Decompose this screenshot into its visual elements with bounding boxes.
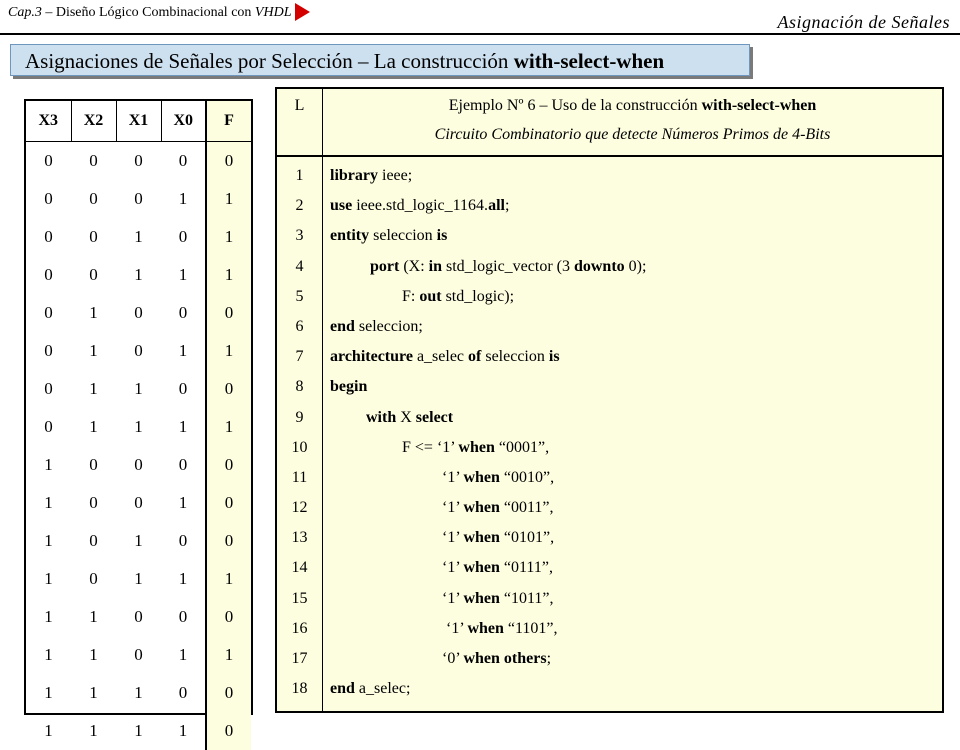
truth-table-cell-f: 0 [206, 598, 251, 636]
truth-table-cell-x0: 0 [178, 455, 188, 474]
code-text: ; [504, 197, 510, 215]
section-title: Asignación de Señales [777, 12, 950, 32]
truth-table-row [26, 180, 251, 218]
line-number: 12 [291, 499, 308, 517]
truth-table-cell-x0: 1 [178, 569, 188, 588]
truth-table-cell-f: 0 [206, 446, 251, 484]
code-keyword: with [366, 408, 397, 426]
code-text: seleccion [481, 348, 549, 366]
example-subtitle: Circuito Combinatorio que detecte Números Primos de 4-Bits [434, 126, 831, 143]
truth-table-cell-f: 1 [206, 636, 251, 674]
code-text: ; [546, 650, 552, 667]
slide-title-banner [10, 44, 750, 76]
truth-table-header-f: F [206, 101, 251, 142]
truth-table-cell-x1: 0 [134, 189, 143, 208]
code-keyword: is [548, 348, 560, 366]
code-keyword: select [415, 408, 454, 426]
code-lines [330, 161, 940, 704]
truth-table-cell-x3: 1 [44, 569, 53, 588]
truth-table-cell-x3: 1 [44, 493, 53, 512]
code-line [330, 221, 940, 251]
code-line [330, 523, 940, 553]
truth-table-cell-x3: 0 [44, 341, 53, 360]
truth-table-row [26, 674, 251, 712]
code-keyword: when [463, 589, 500, 607]
truth-table-row [26, 446, 251, 484]
code-line [330, 161, 940, 191]
code-text: ‘1’ [442, 589, 464, 607]
line-number: 18 [291, 680, 308, 698]
truth-table-cell-x3: 1 [44, 721, 53, 740]
chapter-prefix: Cap.3 [8, 5, 42, 20]
line-number: 7 [295, 348, 304, 366]
truth-table-cell-f: 1 [206, 218, 251, 256]
truth-table-cell-x0: 0 [178, 151, 188, 170]
truth-table-cell-x0: 1 [178, 645, 188, 664]
code-text: “1101”, [503, 619, 558, 637]
truth-table-cell-x2: 0 [89, 493, 98, 512]
truth-table-cell-x3: 1 [44, 455, 53, 474]
truth-table-cell-x2: 1 [89, 303, 98, 322]
line-numbers [277, 161, 322, 704]
truth-table-cell-x3: 0 [44, 379, 53, 398]
truth-table-header-row [26, 101, 251, 142]
truth-table-cell-x1: 0 [134, 341, 143, 360]
code-line [330, 282, 940, 312]
slide-title-text: Asignaciones de Señales por Selección – La construcción [25, 49, 514, 73]
truth-table-row [26, 332, 251, 370]
code-text: ‘1’ [442, 529, 464, 547]
line-number: 9 [295, 408, 304, 426]
code-keyword: end [330, 317, 355, 335]
code-text: “0011”, [499, 499, 554, 517]
truth-table-cell-x2: 0 [89, 189, 98, 208]
code-keyword: use [330, 197, 353, 215]
line-number: 3 [295, 227, 304, 245]
code-text: (X: [399, 257, 429, 275]
truth-table-row [26, 256, 251, 294]
truth-table-cell-f: 0 [206, 370, 251, 408]
truth-table-cell-x0: 0 [178, 683, 188, 702]
code-keyword: entity [330, 227, 370, 245]
truth-table-cell-x1: 0 [134, 151, 143, 170]
truth-table-cell-f: 1 [206, 560, 251, 598]
truth-table-cell-x2: 0 [89, 455, 98, 474]
code-text: “0111”, [499, 559, 553, 577]
code-keyword: when others [463, 650, 547, 667]
line-number: 16 [291, 619, 308, 637]
truth-table [24, 99, 253, 740]
code-text: “0001”, [494, 438, 550, 456]
code-text: ‘1’ [442, 499, 464, 517]
truth-table-cell-f: 0 [206, 522, 251, 560]
truth-table-cell-x0: 0 [178, 607, 188, 626]
code-keyword: when [458, 438, 495, 456]
truth-table-header-x1: X1 [116, 101, 161, 142]
code-line [330, 342, 940, 372]
line-column-label: L [294, 97, 305, 114]
code-keyword: port [370, 257, 400, 275]
code-text: “0101”, [499, 529, 555, 547]
truth-table-row [26, 218, 251, 256]
code-line [330, 252, 940, 282]
line-number: 10 [291, 438, 308, 456]
truth-table-cell-f: 1 [206, 408, 251, 446]
truth-table-header-x3: X3 [26, 101, 71, 142]
code-keyword: of [468, 348, 482, 366]
code-keyword: out [419, 287, 442, 305]
code-keyword: begin [330, 378, 368, 396]
truth-table-cell-x0: 1 [178, 189, 188, 208]
truth-table-cell-x1: 1 [134, 683, 143, 702]
truth-table-row [26, 712, 251, 750]
code-text: ieee; [378, 167, 413, 184]
code-text: “1011”, [499, 589, 554, 607]
line-number: 8 [295, 378, 304, 396]
chapter-title: – Diseño Lógico Combinacional con [41, 5, 255, 20]
truth-table-cell-x0: 1 [178, 721, 188, 740]
truth-table-cell-x2: 1 [89, 721, 98, 740]
code-line [330, 584, 940, 614]
code-text: F: [402, 287, 420, 305]
truth-table-cell-x3: 1 [44, 531, 53, 550]
truth-table-cell-x3: 1 [44, 645, 53, 664]
code-text: std_logic_vector (3 [442, 257, 574, 275]
code-text: ‘1’ [442, 468, 464, 486]
truth-table-cell-x1: 0 [134, 455, 143, 474]
example-title [323, 97, 942, 115]
code-text: a_selec [412, 348, 469, 366]
truth-table-cell-x2: 0 [89, 569, 98, 588]
truth-table-row [26, 484, 251, 522]
truth-table-cell-x1: 0 [134, 645, 143, 664]
truth-table-row [26, 408, 251, 446]
code-keyword: end [330, 680, 355, 698]
code-text: X [396, 408, 416, 426]
code-text: ‘1’ [446, 619, 468, 637]
truth-table-cell-x1: 1 [134, 227, 143, 246]
truth-table-cell-x0: 1 [178, 341, 188, 360]
truth-table-cell-x2: 1 [89, 645, 98, 664]
code-line [330, 433, 940, 463]
truth-table-cell-x0: 1 [178, 265, 188, 284]
truth-table-cell-x2: 1 [89, 607, 98, 626]
code-line [330, 674, 940, 704]
truth-table-cell-f: 0 [206, 294, 251, 332]
code-panel-header [277, 89, 942, 157]
chapter-language: VHDL [254, 5, 292, 20]
code-keyword: when [463, 529, 500, 547]
code-line [330, 614, 940, 644]
code-line [330, 372, 940, 402]
truth-table-cell-x2: 0 [89, 151, 98, 170]
code-text: ieee.std_logic_1164. [352, 197, 489, 215]
vhdl-code-panel [275, 87, 944, 713]
truth-table-cell-x1: 1 [134, 531, 143, 550]
truth-table-cell-x0: 0 [178, 227, 188, 246]
truth-table-cell-x0: 1 [178, 417, 188, 436]
code-keyword: library [330, 167, 378, 184]
truth-table-cell-f: 1 [206, 180, 251, 218]
truth-table-cell-x1: 0 [134, 303, 143, 322]
truth-table-cell-x0: 0 [178, 303, 188, 322]
code-keyword: when [463, 559, 500, 577]
line-number: 1 [295, 167, 304, 184]
code-text: std_logic); [441, 287, 515, 305]
code-line [330, 312, 940, 342]
truth-table-cell-f: 1 [206, 256, 251, 294]
truth-table-cell-f: 1 [206, 332, 251, 370]
truth-table-cell-x1: 1 [134, 265, 143, 284]
truth-table-cell-x2: 1 [89, 341, 98, 360]
truth-table-header-x0: X0 [161, 101, 206, 142]
code-text: seleccion [369, 227, 437, 245]
code-text: ‘0’ [442, 650, 464, 667]
line-number: 11 [291, 468, 308, 486]
code-keyword: downto [573, 257, 625, 275]
truth-table-cell-x2: 1 [89, 417, 98, 436]
truth-table-row [26, 370, 251, 408]
truth-table-cell-x3: 0 [44, 189, 53, 208]
truth-table-cell-x3: 0 [44, 151, 53, 170]
truth-table-cell-x3: 0 [44, 265, 53, 284]
truth-table-cell-x3: 0 [44, 227, 53, 246]
code-text: F <= ‘1’ [402, 438, 459, 456]
example-title-text: Ejemplo Nº 6 – Uso de la construcción [448, 97, 702, 114]
truth-table-cell-x1: 1 [134, 379, 143, 398]
code-keyword: when [463, 499, 500, 517]
truth-table-cell-x0: 1 [178, 493, 188, 512]
truth-table-cell-x2: 1 [89, 683, 98, 702]
code-keyword: all [488, 197, 505, 215]
line-number: 13 [291, 529, 308, 547]
code-keyword: in [428, 257, 442, 275]
truth-table-cell-x1: 1 [134, 417, 143, 436]
line-number: 15 [291, 589, 308, 607]
chapter-header [8, 3, 310, 21]
truth-table-cell-f: 0 [206, 712, 251, 750]
line-number: 17 [291, 650, 308, 667]
code-line [330, 553, 940, 583]
truth-table-cell-x1: 0 [134, 493, 143, 512]
truth-table-cell-x2: 0 [89, 227, 98, 246]
code-line [330, 493, 940, 523]
truth-table-row [26, 560, 251, 598]
code-text: a_selec; [354, 680, 411, 698]
code-line [330, 463, 940, 493]
truth-table-cell-f: 0 [206, 142, 251, 181]
line-number: 6 [295, 317, 304, 335]
truth-table-cell-x2: 0 [89, 265, 98, 284]
truth-table-row [26, 522, 251, 560]
line-number: 2 [295, 197, 304, 215]
truth-table-row [26, 294, 251, 332]
header-divider [0, 33, 960, 35]
example-title-keyword: with-select-when [701, 97, 817, 114]
code-line [330, 191, 940, 221]
code-keyword: is [436, 227, 448, 245]
truth-table-cell-x3: 1 [44, 683, 53, 702]
truth-table-cell-x1: 1 [134, 569, 143, 588]
truth-table-cell-x0: 0 [178, 379, 188, 398]
code-keyword: when [463, 468, 500, 486]
code-line [330, 403, 940, 433]
truth-table-cell-x0: 0 [178, 531, 188, 550]
next-arrow-icon[interactable] [295, 3, 310, 21]
truth-table-cell-x3: 0 [44, 417, 53, 436]
slide-title-keyword: with-select-when [513, 49, 665, 73]
code-text: 0); [624, 257, 647, 275]
code-text: “0010”, [499, 468, 555, 486]
line-number: 5 [295, 287, 304, 305]
code-text: ‘1’ [442, 559, 464, 577]
truth-table-cell-x1: 0 [134, 607, 143, 626]
line-number: 4 [295, 257, 304, 275]
truth-table-row [26, 636, 251, 674]
line-number: 14 [291, 559, 308, 577]
code-keyword: when [467, 619, 504, 637]
code-keyword: architecture [330, 348, 413, 366]
truth-table-row [26, 598, 251, 636]
truth-table-header-x2: X2 [71, 101, 116, 142]
truth-table-cell-x2: 1 [89, 379, 98, 398]
truth-table-cell-f: 0 [206, 484, 251, 522]
truth-table-cell-x1: 1 [134, 721, 143, 740]
code-line [330, 644, 940, 674]
code-text: seleccion; [354, 317, 423, 335]
truth-table-cell-x3: 1 [44, 607, 53, 626]
truth-table-row [26, 142, 251, 181]
truth-table-cell-f: 0 [206, 674, 251, 712]
truth-table-cell-x2: 0 [89, 531, 98, 550]
truth-table-cell-x3: 0 [44, 303, 53, 322]
